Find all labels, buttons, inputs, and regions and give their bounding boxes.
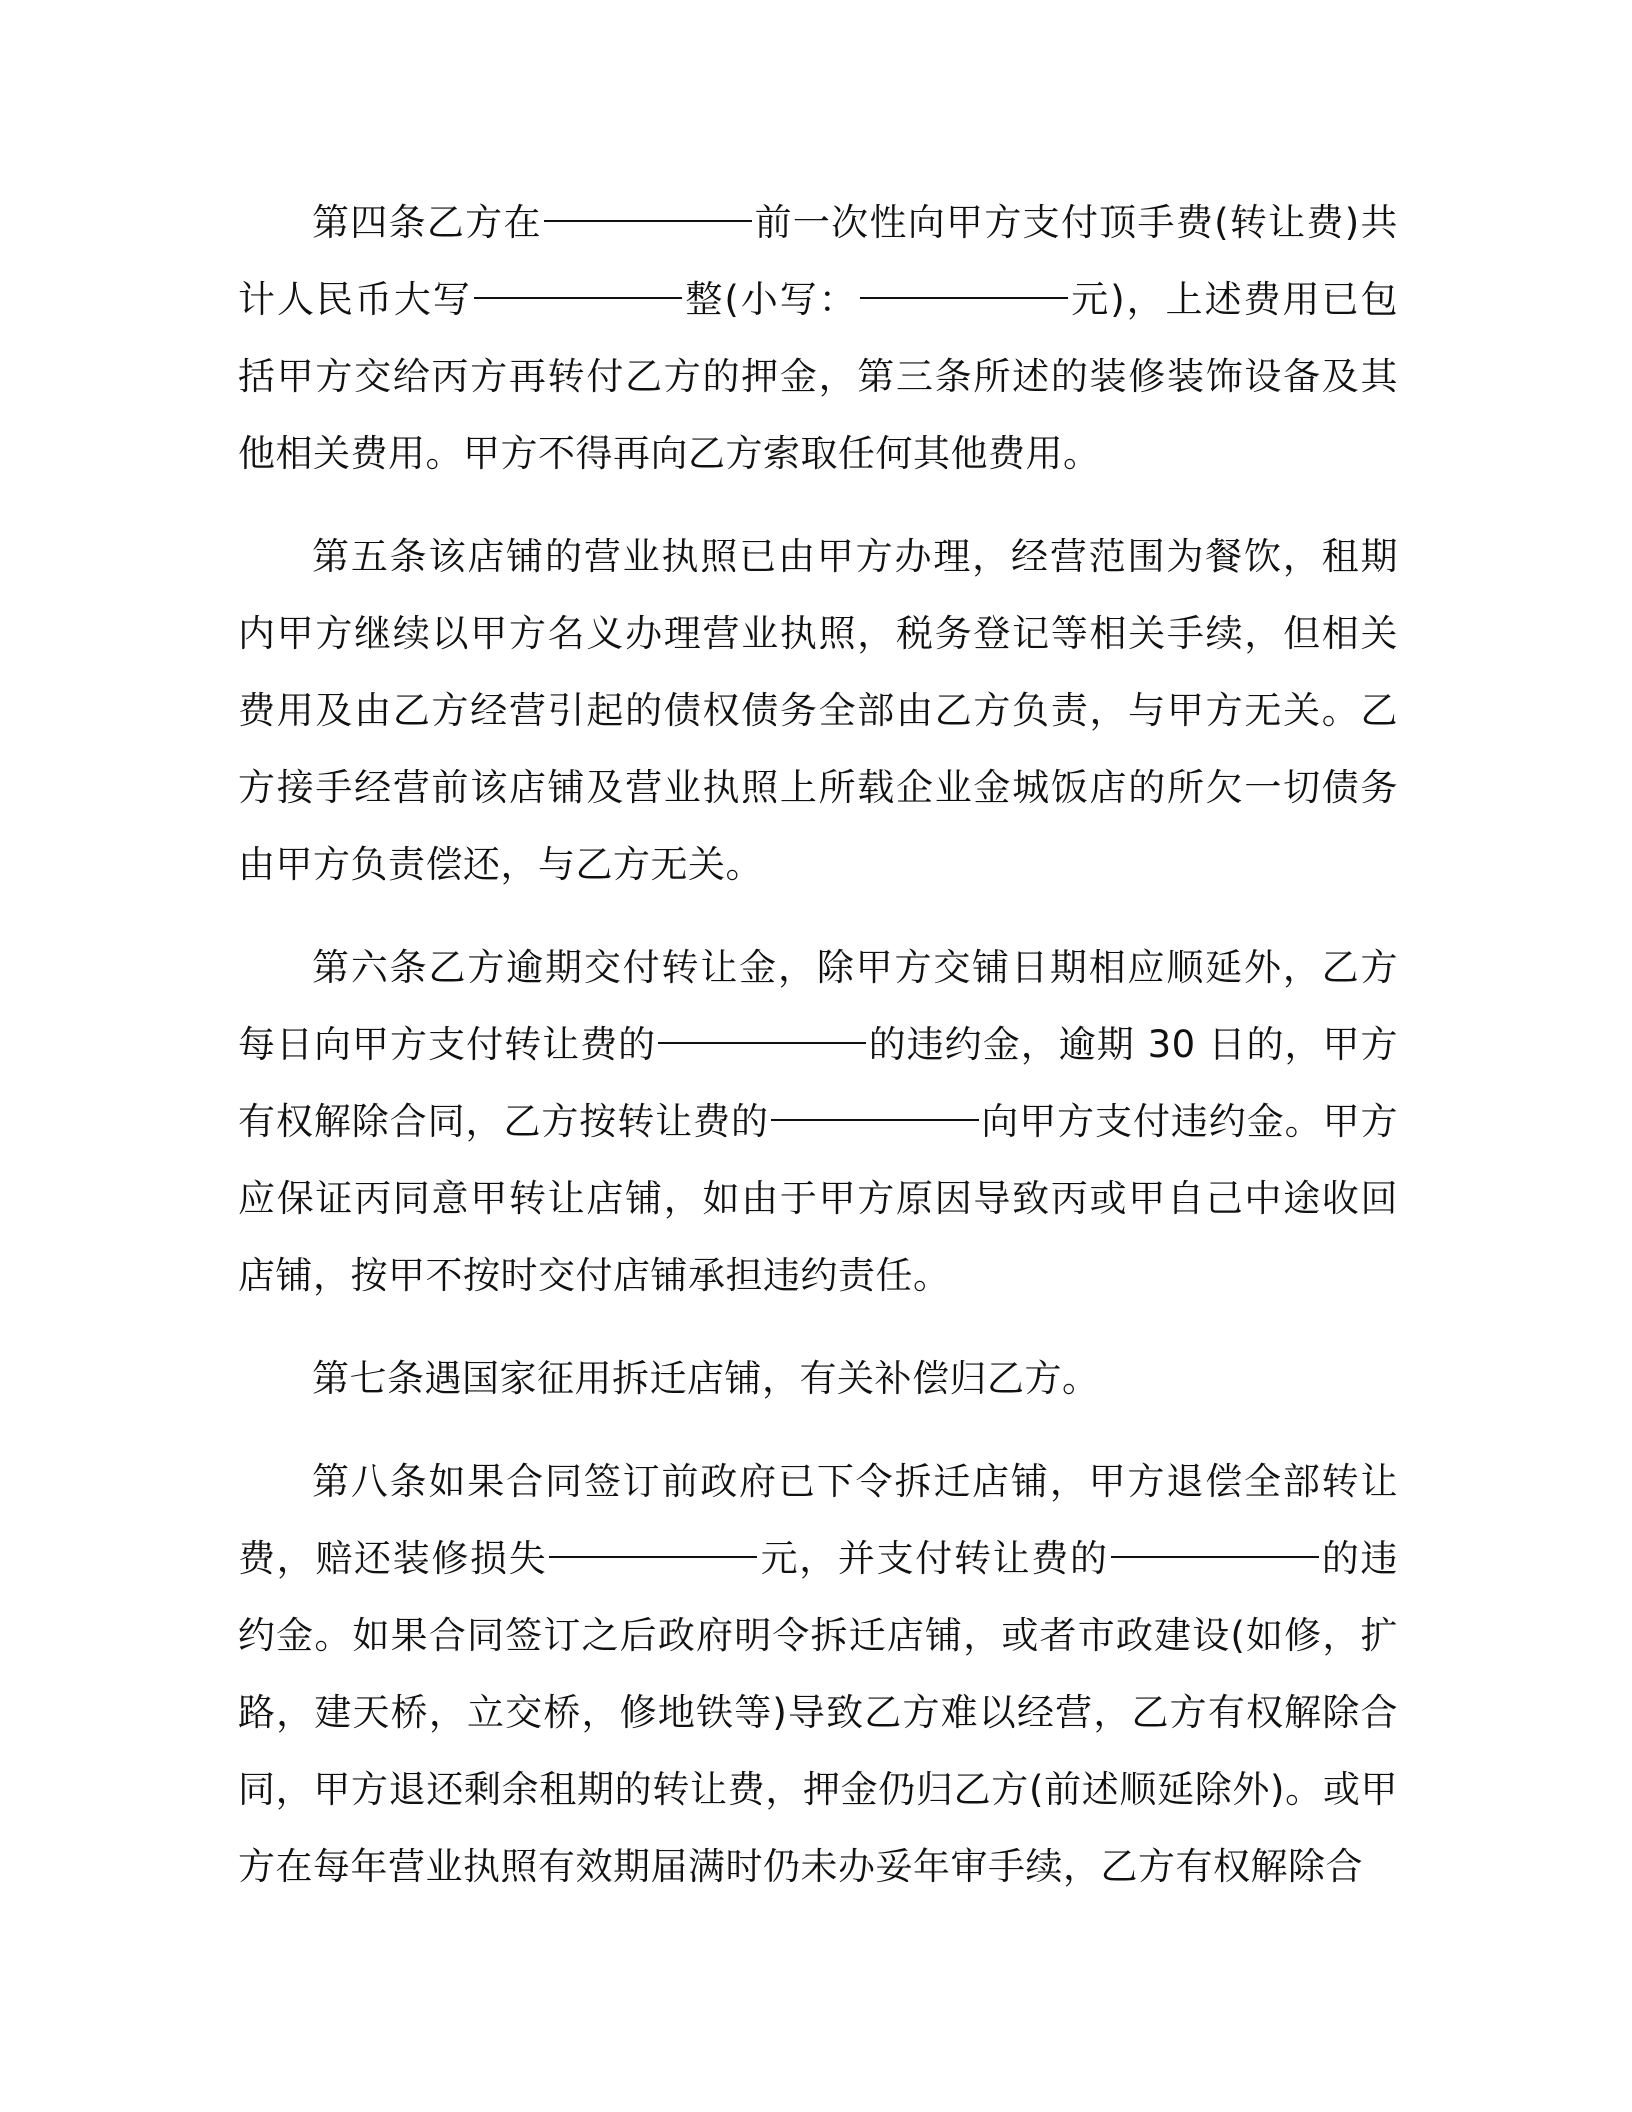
clause-5: [238, 518, 1398, 903]
blank-line: [1111, 1555, 1319, 1558]
clause-8: [238, 1443, 1398, 1905]
clause-4-text-b: 前一次性向甲方支付顶手费(转让费)共计人民币大写: [238, 201, 1398, 321]
blank-line: [549, 1555, 757, 1558]
blank-line: [474, 296, 682, 299]
blank-line: [860, 296, 1068, 299]
clause-4-text-a: 第四条乙方在: [312, 201, 542, 244]
clause-4-text-c: 整(小写：: [683, 278, 858, 321]
document-body: [238, 184, 1398, 1931]
blank-line: [771, 1118, 979, 1121]
clause-8-text-b: 元，并支付转让费的: [759, 1537, 1109, 1580]
clause-7: [238, 1340, 1398, 1417]
clause-6-text-b: 的违约金，逾期 30 日的，甲方有权解除合同，乙方按转让费的: [238, 1023, 1398, 1143]
clause-5-text: 第五条该店铺的营业执照已由甲方办理，经营范围为餐饮，租期内甲方继续以甲方名义办理营业执照，税务登记等相关手续，但相关费用及由乙方经营引起的债权债务全部由乙方负责，与甲方无关。乙方接手经营前该店铺及营业执照上所载企业金城饭店的所欠一切债务由甲方负责偿还，与乙方无关。: [238, 535, 1398, 886]
clause-6: [238, 929, 1398, 1314]
blank-line: [544, 219, 752, 222]
blank-line: [658, 1041, 866, 1044]
clause-8-text-c: 的违约金。如果合同签订之后政府明令拆迁店铺，或者市政建设(如修，扩路，建天桥，立交桥，修地铁等)导致乙方难以经营，乙方有权解除合同，甲方退还剩余租期的转让费，押金仍归乙方(前述顺延除外)。或甲方在每年营业执照有效期届满时仍未办妥年审手续，乙方有权解除合: [238, 1537, 1399, 1888]
clause-7-text: 第七条遇国家征用拆迁店铺，有关补偿归乙方。: [312, 1357, 1100, 1400]
clause-6-text-c: 向甲方支付违约金。甲方应保证丙同意甲转让店铺，如由于甲方原因导致丙或甲自己中途收回店铺，按甲不按时交付店铺承担违约责任。: [238, 1100, 1399, 1297]
clause-4-text-d: 元)，上述费用已包括甲方交给丙方再转付乙方的押金，第三条所述的装修装饰设备及其他相关费用。甲方不得再向乙方索取任何其他费用。: [238, 278, 1399, 475]
clause-4: [238, 184, 1398, 492]
clause-8-text-a: 第八条如果合同签订前政府已下令拆迁店铺，甲方退偿全部转让费，赔还装修损失: [238, 1460, 1398, 1580]
clause-6-text-a: 第六条乙方逾期交付转让金，除甲方交铺日期相应顺延外，乙方每日向甲方支付转让费的: [238, 946, 1398, 1066]
